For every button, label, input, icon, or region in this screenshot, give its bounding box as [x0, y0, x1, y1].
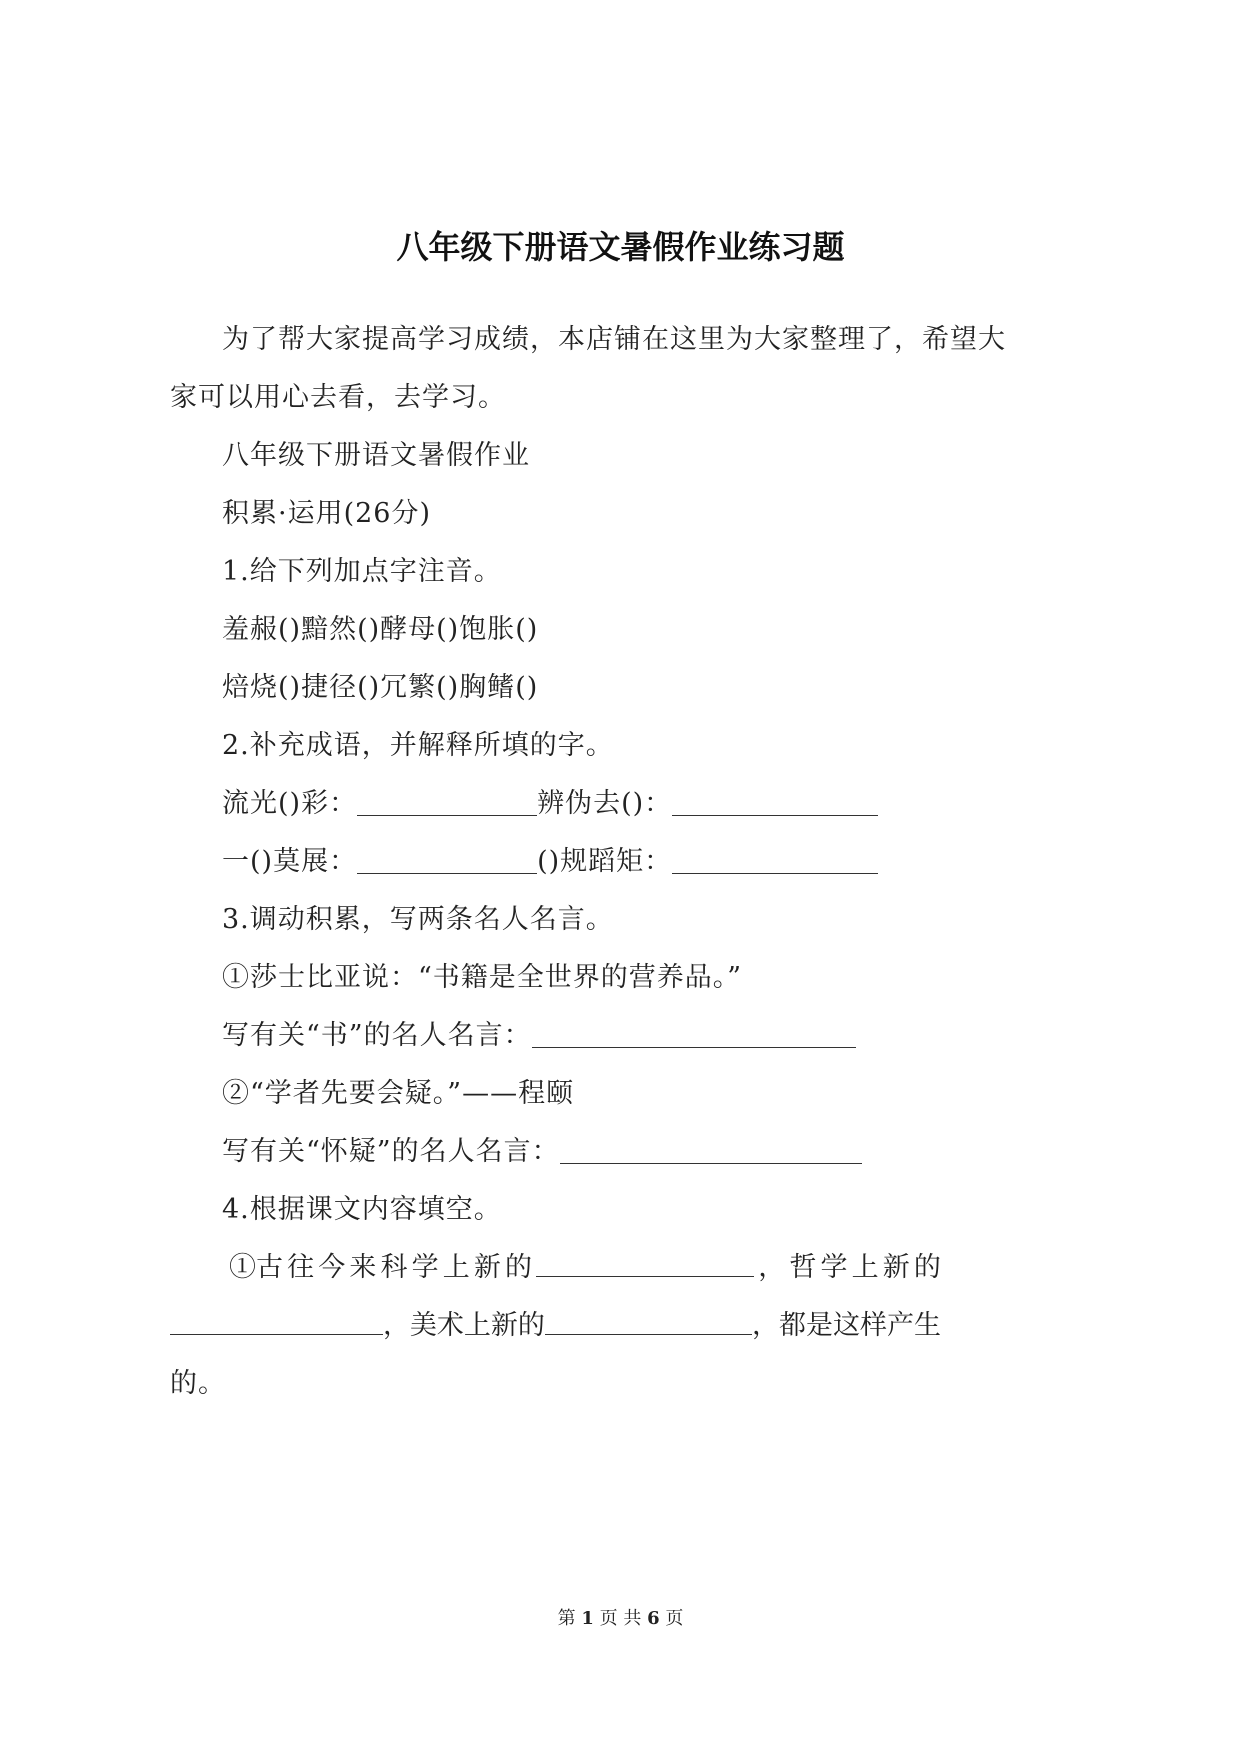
fill-word: 上	[442, 1252, 470, 1283]
fill-word: 新	[473, 1252, 501, 1283]
fill-text: ，美术上新的	[382, 1310, 545, 1341]
fill-word: 今	[318, 1252, 346, 1283]
fill-word: 上	[851, 1252, 879, 1283]
fill-word: 学	[820, 1252, 848, 1283]
question-4-line-1	[229, 1250, 941, 1286]
idiom-prompt: ()规蹈矩：	[537, 846, 673, 877]
question-1-row-2: 焙烧()捷径()冗繁()胸鳍()	[222, 672, 539, 703]
quote-prompt-1	[222, 1018, 856, 1054]
quote-prompt-label: 写有关“书”的名人名言：	[222, 1020, 532, 1051]
answer-blank[interactable]	[672, 847, 878, 874]
fill-word: 科	[380, 1252, 408, 1283]
fill-word: 哲	[789, 1252, 817, 1283]
answer-blank[interactable]	[357, 789, 537, 816]
quote-2: ②“学者先要会疑。”——程颐	[222, 1078, 575, 1109]
idiom-prompt: 一()莫展：	[222, 846, 358, 877]
intro-line-2: 家可以用心去看，去学习。	[170, 382, 506, 413]
page-footer	[0, 1606, 1241, 1632]
page-label-mid: 页 共	[599, 1608, 642, 1629]
answer-blank[interactable]	[536, 1250, 754, 1277]
answer-blank[interactable]	[170, 1308, 383, 1335]
answer-blank[interactable]	[672, 789, 878, 816]
fill-word: 往	[287, 1252, 315, 1283]
answer-blank[interactable]	[357, 847, 537, 874]
question-1-row-1: 羞赧()黯然()酵母()饱胀()	[222, 614, 539, 645]
section-heading: 积累·运用(26分)	[222, 498, 432, 529]
idiom-prompt: 辨伪去()：	[537, 788, 673, 819]
question-2-row-2	[222, 844, 878, 880]
fill-word: 的	[505, 1252, 532, 1283]
quote-prompt-label: 写有关“怀疑”的名人名言：	[222, 1136, 560, 1167]
question-4-line-3: 的。	[170, 1368, 226, 1399]
fill-word: 新	[882, 1252, 910, 1283]
comma: ，	[758, 1252, 786, 1283]
answer-blank[interactable]	[532, 1021, 856, 1048]
fill-word: 学	[411, 1252, 439, 1283]
page-label-prefix: 第	[557, 1608, 576, 1629]
subtitle: 八年级下册语文暑假作业	[222, 440, 530, 471]
question-2-row-1	[222, 786, 878, 822]
fill-word: 的	[913, 1252, 941, 1283]
quote-prompt-2	[222, 1134, 862, 1170]
page-total: 6	[647, 1608, 660, 1629]
question-4: 4.根据课文内容填空。	[222, 1194, 502, 1225]
question-2: 2.补充成语，并解释所填的字。	[222, 730, 614, 761]
answer-blank[interactable]	[545, 1308, 752, 1335]
answer-blank[interactable]	[560, 1137, 862, 1164]
quote-1: ①莎士比亚说：“书籍是全世界的营养品。”	[222, 962, 743, 993]
page-current: 1	[581, 1608, 594, 1629]
page-label-suffix: 页	[665, 1608, 684, 1629]
question-3: 3.调动积累，写两条名人名言。	[222, 904, 614, 935]
document-title: 八年级下册语文暑假作业练习题	[396, 228, 845, 266]
question-1: 1.给下列加点字注音。	[222, 556, 502, 587]
fill-word: 来	[349, 1252, 377, 1283]
question-4-line-2	[170, 1308, 941, 1344]
fill-text: ，都是这样产生	[752, 1310, 941, 1341]
intro-line-1: 为了帮大家提高学习成绩，本店铺在这里为大家整理了，希望大	[222, 324, 1006, 355]
idiom-prompt: 流光()彩：	[222, 788, 358, 819]
fill-word: ①古	[229, 1252, 283, 1283]
